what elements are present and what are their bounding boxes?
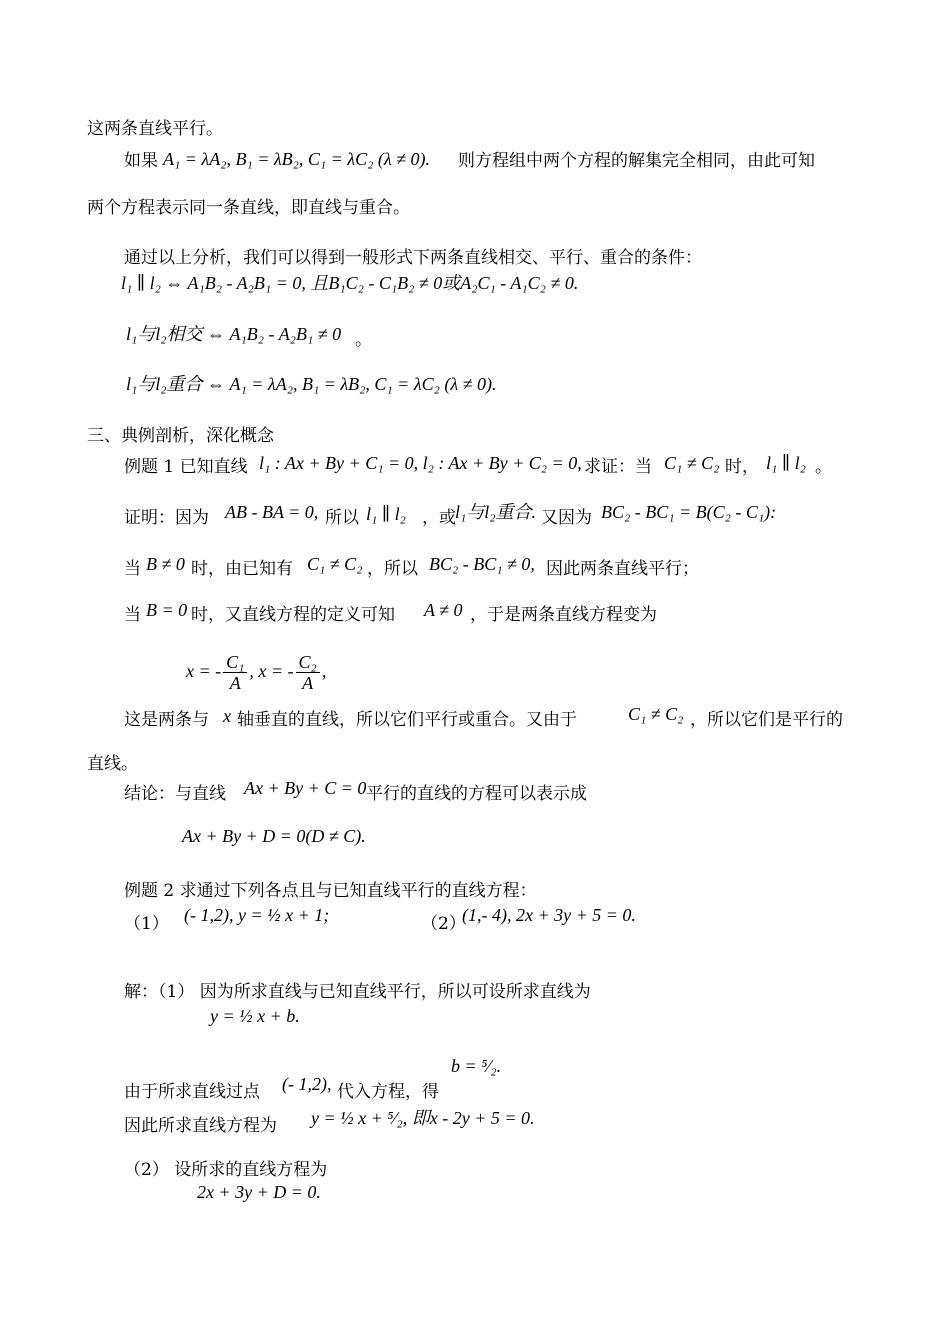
math-formula: l₁与l₂相交 ⇔ A₁B₂ - A₂B₁ ≠ 0 <box>126 324 342 344</box>
text-line: 则方程组中两个方程的解集完全相同，由此可知 <box>458 151 815 171</box>
text-line: 。 <box>355 330 372 350</box>
math-formula: BC₂ - BC₁ ≠ 0, <box>429 554 535 574</box>
text-line: 例题 2 求通过下列各点且与已知直线平行的直线方程： <box>124 881 537 901</box>
math-formula: BC₂ - BC₁ = B(C₂ - C₁): <box>601 502 777 522</box>
text-line: 结论：与直线 <box>124 784 226 804</box>
math-formula: l₁与l₂重合. <box>455 502 537 522</box>
math-formula: Ax + By + C = 0 <box>244 778 367 798</box>
text-line: 代入方程，得 <box>337 1082 439 1102</box>
text-line: 直线。 <box>87 754 138 774</box>
text-line: 轴垂直的直线，所以它们平行或重合。又由于 <box>237 710 577 730</box>
text-line: 这两条直线平行。 <box>87 119 223 139</box>
text-line: 平行的直线的方程可以表示成 <box>366 784 587 804</box>
math-formula: (- 1,2), y = ½ x + 1; <box>184 905 330 925</box>
math-formula: b = ⁵⁄₂. <box>451 1056 502 1076</box>
text-line: 当 <box>124 605 141 625</box>
text-line: ，所以它们是平行的 <box>690 710 843 730</box>
math-formula: A₁ = λA₂, B₁ = λB₂, C₁ = λC₂ (λ ≠ 0). <box>163 149 431 169</box>
text-line: 这是两条与 <box>124 710 209 730</box>
math-formula: C₁ ≠ C₂ <box>628 704 684 724</box>
text-line: 例题 1 已知直线 <box>124 457 248 477</box>
math-formula: C₁ ≠ C₂ <box>307 554 363 574</box>
math-formula: (- 1,2), <box>282 1074 332 1094</box>
math-formula: x = - $\frac{\text{C₁}}{A}$ , x = - $\frac{\text{C₂}}{A}$ , <box>186 652 327 694</box>
text-line: 当 <box>124 559 141 579</box>
text-line: ，或 <box>422 508 456 528</box>
text-line: （2） 设所求的直线方程为 <box>124 1160 328 1180</box>
text-line: 因此所求直线方程为 <box>124 1116 277 1136</box>
text-line: 所以 <box>325 508 359 528</box>
math-formula: x <box>223 706 231 726</box>
math-formula: A ≠ 0 <box>424 600 463 620</box>
text-line: 时， <box>725 457 759 477</box>
math-formula: y = ½ x + b. <box>210 1006 300 1026</box>
text-line: （1） <box>124 914 169 934</box>
math-formula: l₁ ∥ l₂ ⇔ A₁B₂ - A₂B₁ = 0, 且B₁C₂ - C₁B₂ ≠ 0或A₂C₁ - A₁C₂ ≠ 0. <box>121 273 579 293</box>
math-formula: y = ½ x + ⁵⁄₂, 即x - 2y + 5 = 0. <box>311 1108 535 1128</box>
text-line: 证明：因为 <box>124 508 209 528</box>
text-line: 因此两条直线平行； <box>546 559 699 579</box>
math-formula: AB - BA = 0, <box>225 502 319 522</box>
math-formula: B = 0 <box>146 600 188 620</box>
text-line: 解：（1） 因为所求直线与已知直线平行，所以可设所求直线为 <box>124 982 591 1002</box>
text-line: 通过以上分析，我们可以得到一般形式下两条直线相交、平行、重合的条件： <box>124 248 702 268</box>
math-formula: C₁ ≠ C₂ <box>664 453 720 473</box>
text-line: 两个方程表示同一条直线，即直线与重合。 <box>87 198 410 218</box>
text-line: 求证：当 <box>584 457 652 477</box>
section-heading: 三、典例剖析，深化概念 <box>87 426 274 446</box>
math-formula: 2x + 3y + D = 0. <box>197 1182 321 1202</box>
math-formula: l₁ ∥ l₂ <box>366 504 406 524</box>
text-line: 如果 <box>124 151 158 171</box>
math-formula: l₁ ∥ l₂ <box>766 453 806 473</box>
text-line: 由于所求直线过点 <box>124 1082 260 1102</box>
math-formula: l₁与l₂重合 ⇔ A₁ = λA₂, B₁ = λB₂, C₁ = λC₂ (λ ≠ 0). <box>126 374 497 394</box>
math-formula: Ax + By + D = 0(D ≠ C). <box>182 826 366 846</box>
text-line: ，于是两条直线方程变为 <box>470 605 657 625</box>
text-line: 。 <box>815 457 832 477</box>
text-line: ，所以 <box>367 559 418 579</box>
text-line: 时，由已知有 <box>191 559 293 579</box>
text-line: 时，又直线方程的定义可知 <box>191 605 395 625</box>
math-formula: l₁ : Ax + By + C₁ = 0, l₂ : Ax + By + C₂ = 0, <box>259 453 582 473</box>
text-line: 又因为 <box>541 508 592 528</box>
text-line: （2） <box>421 914 466 934</box>
math-formula: B ≠ 0 <box>146 554 185 574</box>
math-formula: (1,- 4), 2x + 3y + 5 = 0. <box>462 905 636 925</box>
